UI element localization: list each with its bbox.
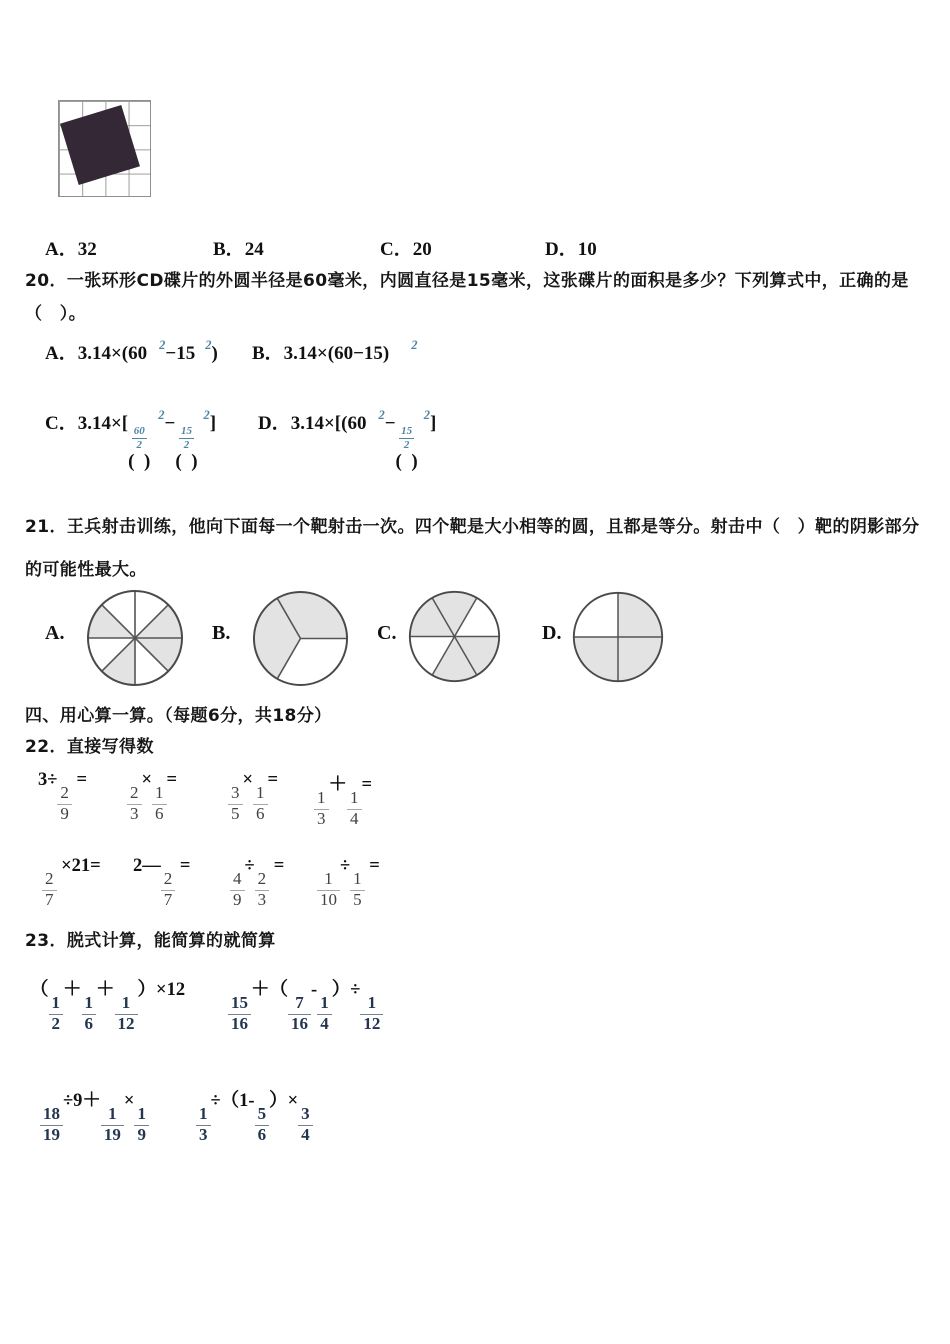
q23-title: 23．脱式计算，能简算的就简算 xyxy=(25,931,276,951)
q19-option-d-value: 10 xyxy=(577,239,597,260)
q22-expression: $\frac{1}{10}$ ÷ $\frac{1}{5}$ = xyxy=(317,856,380,909)
q22-expression: $\frac{4}{9}$ ÷ $\frac{2}{3}$ = xyxy=(230,856,284,909)
target-pie-c xyxy=(407,589,502,684)
q23-expression: $\frac{18}{19}$ ÷9＋ $\frac{1}{19}$ × $\frac{1}{9}$ xyxy=(40,1086,149,1144)
q23-expression: （ $\frac{1}{2}$ ＋ $\frac{1}{6}$ ＋ $\frac{1}{12}$ ）×12 xyxy=(30,980,186,1033)
q23-expression: $\frac{1}{3}$ ÷（1- $\frac{5}{6}$ ）× $\frac{3}{4}$ xyxy=(196,1086,313,1144)
grid-square-figure xyxy=(58,100,151,197)
q19-option-a-label: A． xyxy=(45,239,78,260)
target-pie-d xyxy=(571,590,665,684)
q22-expression: $\frac{2}{7}$ ×21= xyxy=(42,856,101,909)
q20-option-d-formula: D．3.14×[(60 $^2$− $\frac{15}{2}$ ( ) $^2$] xyxy=(258,408,437,473)
q21-text-line1: 21．王兵射击训练，他向下面每一个靶射击一次。四个靶是大小相等的圆，且都是等分。射击中（ ）靶的阴影部分 xyxy=(25,517,920,537)
q20-text-line1: 20．一张环形CD碟片的外圆半径是60毫米，内圆直径是15毫米，这张碟片的面积是多少？下列算式中，正确的是 xyxy=(25,271,909,291)
q20-text-line2: （ ）。 xyxy=(25,304,87,324)
target-a-label: A. xyxy=(45,622,65,644)
q19-option-c-value: 20 xyxy=(412,239,432,260)
q22-expression: $\frac{3}{5}$ × $\frac{1}{6}$ = xyxy=(228,770,278,823)
q22-expression: 3÷ $\frac{2}{9}$ = xyxy=(38,770,88,823)
q20-option-c-formula: C．3.14×[ $\frac{60}{2}$ ( ) $^2$− $\frac{15}{2}$ ( ) $^2$] xyxy=(45,408,217,473)
q22-expression: $\frac{2}{3}$ × $\frac{1}{6}$ = xyxy=(127,770,177,823)
section4-title: 四、用心算一算。（每题6分，共18分） xyxy=(25,706,332,726)
target-c-label: C. xyxy=(377,622,397,644)
q21-text-line2: 的可能性最大。 xyxy=(25,560,147,580)
q19-option-a xyxy=(45,234,97,261)
q22-title: 22．直接写得数 xyxy=(25,737,154,757)
q22-expression: 2— $\frac{2}{7}$ = xyxy=(133,856,191,909)
q19-option-b xyxy=(213,234,264,261)
target-pie-a xyxy=(85,588,185,688)
q22-expression: $\frac{1}{3}$ ＋ $\frac{1}{4}$ = xyxy=(314,770,372,828)
target-b-label: B. xyxy=(212,622,231,644)
q19-option-d-label: D． xyxy=(545,239,578,260)
q19-option-b-value: 24 xyxy=(244,239,264,260)
q20-option-a-formula: A．3.14×(60 $^2$−15 $^2$) xyxy=(45,338,218,364)
q19-option-b-label: B． xyxy=(213,239,245,260)
target-d-label: D. xyxy=(542,622,562,644)
q20-option-b-formula: B．3.14×(60−15) $^2$ xyxy=(252,338,418,364)
q19-option-a-value: 32 xyxy=(77,239,97,260)
q19-option-d xyxy=(545,234,597,261)
q19-option-c-label: C． xyxy=(380,239,413,260)
q19-option-c xyxy=(380,234,432,261)
q23-expression: $\frac{15}{16}$ ＋（ $\frac{7}{16}$ - $\frac{1}{4}$ ）÷ $\frac{1}{12}$ xyxy=(228,975,383,1033)
target-pie-b xyxy=(251,589,350,688)
